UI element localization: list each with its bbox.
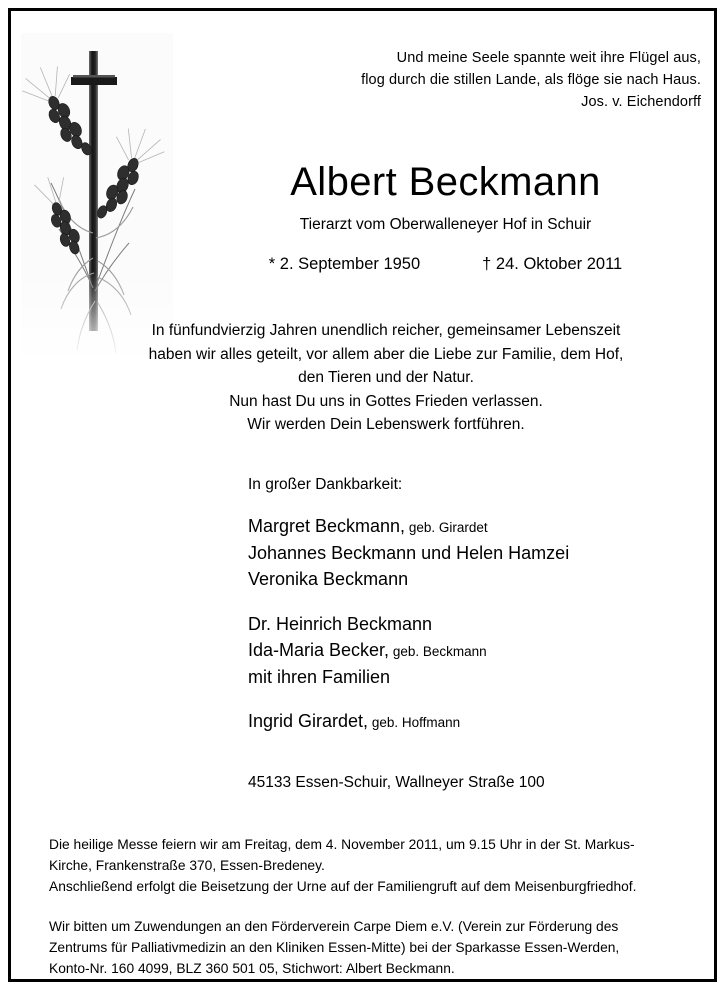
mourner-entry bbox=[248, 638, 678, 665]
mourner-group bbox=[248, 612, 678, 692]
mourner-entry bbox=[248, 612, 678, 639]
memorial-line-4: Nun hast Du uns in Gottes Frieden verlassen. bbox=[229, 392, 543, 410]
life-dates bbox=[183, 252, 708, 276]
mourner-name: Ida-Maria Becker, bbox=[248, 640, 390, 660]
memorial-line-3: den Tieren und der Natur. bbox=[298, 369, 474, 386]
deceased-role: Tierarzt vom Oberwalleneyer Hof in Schuir bbox=[299, 216, 592, 233]
donation-line-2: Zentrums für Palliativmedizin an den Kliniken Essen-Mitte) bei der Sparkasse Essen-Werden, bbox=[49, 940, 620, 955]
verse-quote bbox=[311, 47, 701, 113]
mourner-entry bbox=[248, 567, 678, 594]
mourner-group bbox=[248, 514, 678, 594]
memorial-text bbox=[131, 319, 641, 437]
mourner-name: Dr. Heinrich Beckmann bbox=[248, 613, 433, 634]
thanks-heading: In großer Dankbarkeit: bbox=[248, 476, 403, 493]
birth-date: * 2. September 1950 bbox=[268, 255, 421, 273]
verse-line-1: Und meine Seele spannte weit ihre Flügel aus, bbox=[396, 50, 701, 66]
mourner-name: Veronika Beckmann bbox=[248, 569, 409, 589]
mourner-name: mit ihren Familien bbox=[248, 666, 391, 687]
mourner-name: Margret Beckmann, bbox=[248, 516, 406, 536]
mourner-entry bbox=[248, 541, 678, 568]
service-line-2: Kirche, Frankenstraße 370, Essen-Bredeney. bbox=[49, 858, 325, 873]
obituary-notice bbox=[8, 8, 717, 982]
memorial-line-1: In fünfundvierzig Jahren unendlich reicher, gemeinsamer Lebenszeit bbox=[151, 322, 621, 339]
mourner-name: Johannes Beckmann und Helen Hamzei bbox=[248, 542, 570, 563]
donation-line-3: Konto-Nr. 160 4099, BLZ 360 501 05, Stichwort: Albert Beckmann. bbox=[49, 961, 455, 976]
mourner-nee: geb. Hoffmann bbox=[368, 715, 461, 730]
mourner-name: Ingrid Girardet, bbox=[248, 711, 369, 731]
mourner-entry bbox=[248, 709, 678, 736]
cross-with-wheat-icon bbox=[21, 33, 173, 363]
mourner-entry bbox=[248, 665, 678, 692]
service-line-3: Anschließend erfolgt die Beisetzung der Urne auf der Familiengruft auf dem Meisenburgfriedhof. bbox=[49, 879, 637, 894]
verse-line-2: flog durch die stillen Lande, als flöge sie nach Haus. bbox=[361, 72, 701, 88]
deceased-name: Albert Beckmann bbox=[290, 160, 601, 204]
mourners-list bbox=[248, 514, 678, 736]
mourner-nee: geb. Beckmann bbox=[389, 644, 487, 659]
service-line-1: Die heilige Messe feiern wir am Freitag, dem 4. November 2011, um 9.15 Uhr in der St. Markus- bbox=[49, 837, 635, 852]
verse-author: Jos. v. Eichendorff bbox=[581, 94, 701, 110]
footer-notes bbox=[49, 834, 699, 979]
memorial-line-5: Wir werden Dein Lebenswerk fortführen. bbox=[247, 416, 525, 433]
donation-line-1: Wir bitten um Zuwendungen an den Förderverein Carpe Diem e.V. (Verein zur Förderung des bbox=[49, 919, 619, 934]
address-line: 45133 Essen-Schuir, Wallneyer Straße 100 bbox=[248, 774, 545, 791]
mourner-entry bbox=[248, 514, 678, 541]
service-details bbox=[49, 834, 699, 897]
mourner-nee: geb. Girardet bbox=[405, 520, 488, 535]
donation-details bbox=[49, 916, 699, 979]
death-date: † 24. Oktober 2011 bbox=[482, 255, 623, 273]
memorial-line-2: haben wir alles geteilt, vor allem aber die Liebe zur Familie, dem Hof, bbox=[148, 345, 624, 363]
mourner-group bbox=[248, 709, 678, 736]
